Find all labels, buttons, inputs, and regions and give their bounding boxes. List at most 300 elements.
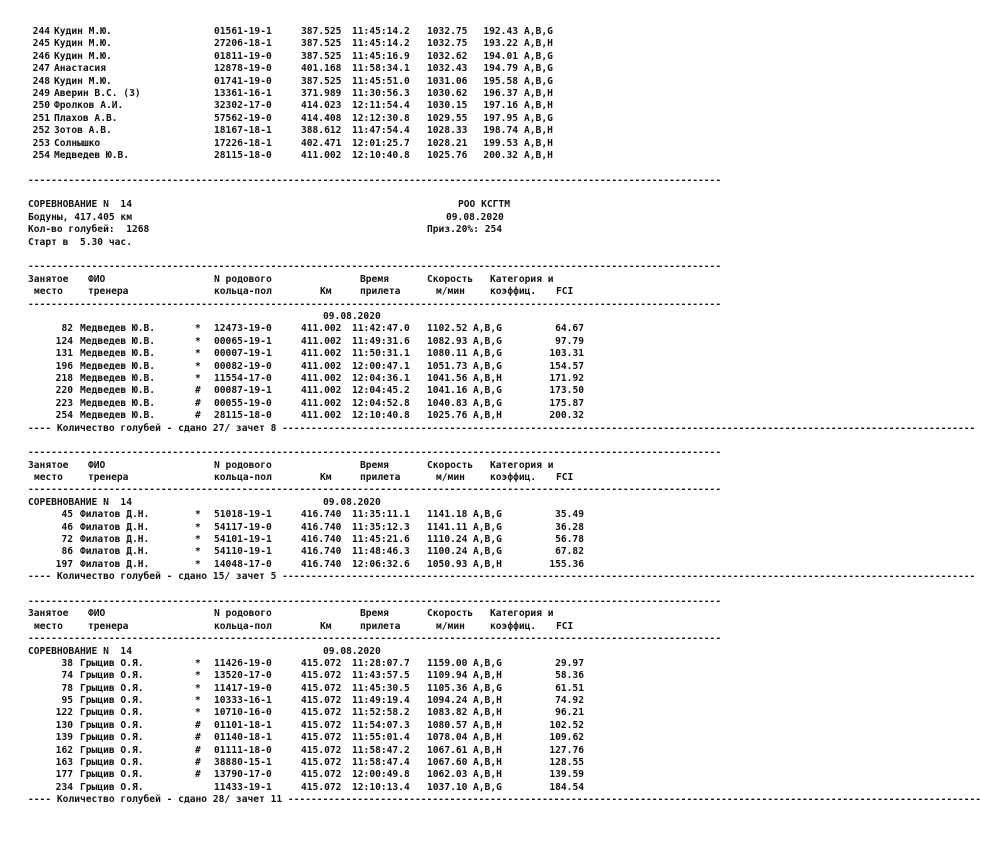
table-row <box>28 745 588 757</box>
rule: ------------------------------------------------------------------------------------------------------------------------ <box>28 484 722 496</box>
col-fci: FCI <box>556 620 574 632</box>
rule: ------------------------------------------------------------------------------------------------------------------------ <box>282 422 976 434</box>
speed: 1030.62 <box>427 87 468 99</box>
trainer-name: Кудин М.Ю. <box>54 26 112 37</box>
speed: 1037.10 <box>427 781 468 793</box>
arrival-time: 11:45:21.6 <box>352 534 410 546</box>
col-time: прилета <box>360 286 401 298</box>
arrival-time: 12:10:13.4 <box>352 781 410 793</box>
ring-number: 01140-18-1 <box>214 732 272 744</box>
trainer-name: Аверин В.С. (3) <box>54 87 141 99</box>
trainer-name: Зотов А.В. <box>54 125 112 137</box>
speed: 1028.21 <box>427 137 468 149</box>
speed: 1030.15 <box>427 100 468 112</box>
coefficient: 193.22 <box>483 38 518 50</box>
trainer-name: Грыцив О.Я. <box>80 744 144 756</box>
trainer-name: Грыцив О.Я. <box>80 695 144 707</box>
fci-score: 58.36 <box>555 670 584 682</box>
status-mark: * <box>195 348 201 360</box>
distance-km: 387.525 <box>301 26 342 37</box>
speed: 1078.04 <box>427 732 468 744</box>
coefficient: 197.95 <box>483 112 518 124</box>
col-ring: кольца-пол <box>214 286 272 298</box>
ring-number: 01561-19-1 <box>214 26 272 37</box>
ring-number: 11417-19-0 <box>214 682 272 694</box>
header-line <box>28 224 588 236</box>
arrival-time: 11:47:54.4 <box>352 125 410 137</box>
top-table-row <box>28 76 588 88</box>
arrival-time: 11:28:07.7 <box>352 657 410 669</box>
place: 163 <box>55 757 73 769</box>
table-row <box>28 398 588 410</box>
ring-number: 14048-17-0 <box>214 558 272 570</box>
category: A,B,G <box>524 75 553 87</box>
table-row <box>28 348 588 360</box>
fci-score: 173.50 <box>549 385 584 397</box>
col-km: Км <box>320 472 332 484</box>
col-catcoef: Категория и <box>490 608 554 620</box>
column-header <box>28 274 588 286</box>
place: 249 <box>32 87 50 99</box>
place: 82 <box>61 323 73 335</box>
trainer-name: Филатов Д.Н. <box>80 558 150 570</box>
table-row <box>28 707 588 719</box>
ring-number: 54110-19-1 <box>214 546 272 558</box>
speed: 1062.03 <box>427 769 468 781</box>
col-fci: FCI <box>556 472 574 484</box>
ring-number: 54101-19-1 <box>214 534 272 546</box>
top-table-row <box>28 51 588 63</box>
status-mark: # <box>195 397 201 409</box>
arrival-time: 11:58:47.4 <box>352 757 410 769</box>
pigeon-count: Кол-во голубей: 1268 <box>28 224 150 236</box>
ring-number: 18167-18-1 <box>214 125 272 137</box>
speed: 1032.75 <box>427 38 468 50</box>
speed: 1041.56 <box>427 372 468 384</box>
status-mark: # <box>195 719 201 731</box>
category: A,B,G <box>473 509 502 521</box>
trainer-name: Медведев Ю.В. <box>80 360 156 372</box>
category: A,B,H <box>473 558 502 570</box>
top-table-row <box>28 63 588 75</box>
place: 220 <box>55 385 73 397</box>
col-ring: N родового <box>214 273 272 285</box>
ring-number: 00055-19-0 <box>214 397 272 409</box>
col-ring: кольца-пол <box>214 620 272 632</box>
arrival-time: 11:54:07.3 <box>352 719 410 731</box>
arrival-time: 11:42:47.0 <box>352 323 410 335</box>
place: 251 <box>32 112 50 124</box>
arrival-time: 11:35:12.3 <box>352 521 410 533</box>
ring-number: 01741-19-0 <box>214 75 272 87</box>
col-ring: кольца-пол <box>214 472 272 484</box>
place: 245 <box>32 38 50 50</box>
table-row <box>28 683 588 695</box>
header-line <box>28 199 588 211</box>
col-ring: N родового <box>214 608 272 620</box>
distance-km: 415.072 <box>301 719 342 731</box>
place: 45 <box>61 509 73 521</box>
place: 86 <box>61 546 73 558</box>
results-document <box>28 26 981 807</box>
section-date-line <box>28 311 588 323</box>
competition-title: СОРЕВНОВАНИЕ N 14 <box>28 199 132 211</box>
trainer-name: Грыцив О.Я. <box>80 769 144 781</box>
fci-score: 97.79 <box>555 335 584 347</box>
ring-number: 11554-17-0 <box>214 372 272 384</box>
place: 139 <box>55 732 73 744</box>
ring-number: 51018-19-1 <box>214 509 272 521</box>
speed: 1050.93 <box>427 558 468 570</box>
section-date-line <box>28 646 588 658</box>
status-mark: * <box>195 682 201 694</box>
fci-score: 127.76 <box>549 744 584 756</box>
place: 177 <box>55 769 73 781</box>
trainer-name: Кудин М.Ю. <box>54 75 112 87</box>
place: 253 <box>32 137 50 149</box>
section-footer <box>28 422 976 435</box>
category: A,B,G <box>473 360 502 372</box>
category: A,B,H <box>473 757 502 769</box>
ring-number: 28115-18-0 <box>214 149 272 161</box>
ring-number: 12878-19-0 <box>214 63 272 75</box>
ring-number: 10710-16-0 <box>214 707 272 719</box>
ring-number: 00087-19-1 <box>214 385 272 397</box>
arrival-time: 11:52:58.2 <box>352 707 410 719</box>
section-footer <box>28 571 976 583</box>
place: 244 <box>32 26 50 37</box>
col-speed: м/мин <box>436 286 465 298</box>
speed: 1102.52 <box>427 323 468 335</box>
category: A,B,G <box>473 323 502 335</box>
section-footer <box>28 794 981 806</box>
arrival-time: 11:49:31.6 <box>352 335 410 347</box>
arrival-time: 12:04:45.2 <box>352 385 410 397</box>
rule: ------------------------------------------------------------------------------------------------------------------------ <box>28 261 722 273</box>
distance-km: 411.002 <box>301 335 342 347</box>
speed: 1141.11 <box>427 521 468 533</box>
arrival-time: 11:45:16.9 <box>352 50 410 62</box>
speed: 1159.00 <box>427 657 468 669</box>
divider <box>28 261 722 273</box>
place: 254 <box>55 410 73 422</box>
col-place: Занятое <box>28 273 69 285</box>
ring-number: 28115-18-0 <box>214 410 272 422</box>
trainer-name: Филатов Д.Н. <box>80 534 150 546</box>
category: A,B,G <box>524 50 553 62</box>
trainer-name: Грыцив О.Я. <box>80 719 144 731</box>
table-row <box>28 361 588 373</box>
table-row <box>28 385 588 397</box>
arrival-time: 11:35:11.1 <box>352 509 410 521</box>
arrival-time: 11:48:46.3 <box>352 546 410 558</box>
spacer <box>28 187 588 199</box>
trainer-name: Медведев Ю.В. <box>80 335 156 347</box>
table-row <box>28 670 588 682</box>
distance-km: 415.072 <box>301 757 342 769</box>
ring-number: 11426-19-0 <box>214 657 272 669</box>
speed: 1028.33 <box>427 125 468 137</box>
fci-score: 184.54 <box>549 781 584 793</box>
spacer <box>28 435 588 447</box>
distance-km: 387.525 <box>301 50 342 62</box>
fci-score: 171.92 <box>549 372 584 384</box>
arrival-time: 11:58:47.2 <box>352 744 410 756</box>
category: A,B,G <box>473 397 502 409</box>
status-mark: * <box>195 558 201 570</box>
category: A,B,G <box>524 26 553 37</box>
coefficient: 194.79 <box>483 63 518 75</box>
speed: 1029.55 <box>427 112 468 124</box>
col-catcoef: коэффиц. <box>490 286 537 298</box>
place: 197 <box>55 558 73 570</box>
section-competition: СОРЕВНОВАНИЕ N 14 <box>28 496 132 508</box>
col-speed: Скорость <box>427 273 474 285</box>
start-time: Старт в 5.30 час. <box>28 236 132 248</box>
trainer-name: Медведев Ю.В. <box>54 149 130 161</box>
speed: 1032.62 <box>427 50 468 62</box>
col-speed: м/мин <box>436 472 465 484</box>
arrival-time: 12:10:40.8 <box>352 149 410 161</box>
table-row <box>28 336 588 348</box>
distance-km: 411.002 <box>301 410 342 422</box>
ring-number: 27206-18-1 <box>214 38 272 50</box>
status-mark: # <box>195 769 201 781</box>
ring-number: 13790-17-0 <box>214 769 272 781</box>
speed: 1110.24 <box>427 534 468 546</box>
category: A,B,H <box>524 137 553 149</box>
category: A,B,H <box>473 695 502 707</box>
col-name: тренера <box>88 472 129 484</box>
place: 250 <box>32 100 50 112</box>
place: 246 <box>32 50 50 62</box>
top-table-row <box>28 138 588 150</box>
place: 38 <box>61 657 73 669</box>
trainer-name: Грыцив О.Я. <box>80 707 144 719</box>
col-name: ФИО <box>88 273 106 285</box>
status-mark: * <box>195 509 201 521</box>
top-table-row <box>28 100 588 112</box>
prize-info: Приз.20%: 254 <box>427 224 503 236</box>
arrival-time: 11:45:14.2 <box>352 38 410 50</box>
ring-number: 01111-18-0 <box>214 744 272 756</box>
category: A,B,G <box>473 348 502 360</box>
fci-score: 64.67 <box>555 323 584 335</box>
table-row <box>28 769 588 781</box>
category: A,B,G <box>473 682 502 694</box>
col-place: Занятое <box>28 459 69 471</box>
distance-km: 416.740 <box>301 546 342 558</box>
divider <box>28 298 722 311</box>
ring-number: 38880-15-1 <box>214 757 272 769</box>
trainer-name: Медведев Ю.В. <box>80 410 156 422</box>
arrival-time: 12:11:54.4 <box>352 100 410 112</box>
trainer-name: Плахов А.В. <box>54 112 118 124</box>
distance-km: 415.072 <box>301 732 342 744</box>
distance-km: 416.740 <box>301 509 342 521</box>
fci-score: 155.36 <box>549 558 584 570</box>
place: 254 <box>32 149 50 161</box>
distance-km: 415.072 <box>301 707 342 719</box>
column-header <box>28 286 588 298</box>
distance-km: 414.023 <box>301 100 342 112</box>
col-speed: Скорость <box>427 608 474 620</box>
col-place: место <box>34 286 63 298</box>
trainer-name: Грыцив О.Я. <box>80 781 144 793</box>
speed: 1080.11 <box>427 348 468 360</box>
category: A,B,H <box>524 100 553 112</box>
column-header <box>28 460 588 472</box>
table-row <box>28 546 588 558</box>
table-row <box>28 509 588 521</box>
arrival-time: 12:04:36.1 <box>352 372 410 384</box>
ring-number: 00082-19-0 <box>214 360 272 372</box>
col-speed: Скорость <box>427 459 474 471</box>
category: A,B,H <box>473 719 502 731</box>
spacer <box>28 584 588 596</box>
section-date: 09.08.2020 <box>323 310 381 322</box>
category: A,B,H <box>473 410 502 422</box>
divider <box>28 447 722 459</box>
col-time: Время <box>360 273 389 285</box>
col-name: ФИО <box>88 459 106 471</box>
table-row <box>28 720 588 732</box>
distance-km: 415.072 <box>301 657 342 669</box>
col-name: тренера <box>88 286 129 298</box>
speed: 1094.24 <box>427 695 468 707</box>
distance-km: 411.002 <box>301 323 342 335</box>
trainer-name: Медведев Ю.В. <box>80 323 156 335</box>
place: 247 <box>32 63 50 75</box>
table-row <box>28 695 588 707</box>
distance-km: 411.002 <box>301 372 342 384</box>
table-row <box>28 782 588 794</box>
place: 252 <box>32 125 50 137</box>
col-time: прилета <box>360 472 401 484</box>
speed: 1067.61 <box>427 744 468 756</box>
col-catcoef: Категория и <box>490 459 554 471</box>
status-mark: * <box>195 335 201 347</box>
speed: 1109.94 <box>427 670 468 682</box>
status-mark: * <box>195 546 201 558</box>
divider <box>28 484 722 496</box>
distance-km: 388.612 <box>301 125 342 137</box>
race-date: 09.08.2020 <box>446 211 504 223</box>
category: A,B,H <box>524 149 553 161</box>
section-competition: СОРЕВНОВАНИЕ N 14 <box>28 645 132 657</box>
table-row <box>28 732 588 744</box>
footer-text: ---- Количество голубей - сдано 15/ зачет 5 <box>28 571 283 583</box>
status-mark: * <box>195 707 201 719</box>
fci-score: 128.55 <box>549 757 584 769</box>
category: A,B,H <box>524 125 553 137</box>
coefficient: 196.37 <box>483 87 518 99</box>
arrival-time: 11:45:51.0 <box>352 75 410 87</box>
fci-score: 67.82 <box>555 546 584 558</box>
distance-km: 411.002 <box>301 149 342 161</box>
trainer-name: Фролков А.И. <box>54 100 124 112</box>
col-catcoef: Категория и <box>490 273 554 285</box>
fci-score: 175.87 <box>549 397 584 409</box>
category: A,B,G <box>473 657 502 669</box>
distance-km: 416.740 <box>301 534 342 546</box>
coefficient: 199.53 <box>483 137 518 149</box>
status-mark: # <box>195 410 201 422</box>
fci-score: 61.51 <box>555 682 584 694</box>
table-row <box>28 323 588 335</box>
status-mark: * <box>195 657 201 669</box>
place: 122 <box>55 707 73 719</box>
category: A,B,H <box>473 670 502 682</box>
distance-km: 415.072 <box>301 769 342 781</box>
distance-km: 416.740 <box>301 558 342 570</box>
coefficient: 194.01 <box>483 50 518 62</box>
place: 196 <box>55 360 73 372</box>
table-row <box>28 373 588 385</box>
speed: 1031.06 <box>427 75 468 87</box>
trainer-name: Грыцив О.Я. <box>80 732 144 744</box>
place: 46 <box>61 521 73 533</box>
arrival-time: 12:10:40.8 <box>352 410 410 422</box>
status-mark: * <box>195 534 201 546</box>
header-line <box>28 212 588 224</box>
place: 162 <box>55 744 73 756</box>
speed: 1025.76 <box>427 410 468 422</box>
ring-number: 00007-19-1 <box>214 348 272 360</box>
table-row <box>28 658 588 670</box>
status-mark: * <box>195 695 201 707</box>
trainer-name: Кудин М.Ю. <box>54 50 112 62</box>
fci-score: 96.21 <box>555 707 584 719</box>
speed: 1041.16 <box>427 385 468 397</box>
distance-km: 411.002 <box>301 385 342 397</box>
speed: 1100.24 <box>427 546 468 558</box>
ring-number: 10333-16-1 <box>214 695 272 707</box>
category: A,B,G <box>524 63 553 75</box>
trainer-name: Грыцив О.Я. <box>80 682 144 694</box>
rule: ------------------------------------------------------------------------------------------------------------------------ <box>28 298 722 310</box>
distance-km: 402.471 <box>301 137 342 149</box>
trainer-name: Кудин М.Ю. <box>54 38 112 50</box>
trainer-name: Филатов Д.Н. <box>80 521 150 533</box>
place: 130 <box>55 719 73 731</box>
speed: 1032.43 <box>427 63 468 75</box>
place: 72 <box>61 534 73 546</box>
status-mark: # <box>195 385 201 397</box>
rule: ------------------------------------------------------------------------------------------------------------------------ <box>287 794 981 806</box>
trainer-name: Анастасия <box>54 63 106 75</box>
col-km: Км <box>320 620 332 632</box>
category: A,B,G <box>473 335 502 347</box>
distance-km: 416.740 <box>301 521 342 533</box>
category: A,B,G <box>473 546 502 558</box>
coefficient: 198.74 <box>483 125 518 137</box>
rule: ------------------------------------------------------------------------------------------------------------------------ <box>28 174 722 186</box>
trainer-name: Филатов Д.Н. <box>80 509 150 521</box>
fci-score: 35.49 <box>555 509 584 521</box>
speed: 1032.75 <box>427 26 468 37</box>
spacer <box>28 162 588 174</box>
trainer-name: Солнышко <box>54 137 101 149</box>
status-mark: * <box>195 372 201 384</box>
fci-score: 102.52 <box>549 719 584 731</box>
ring-number: 17226-18-1 <box>214 137 272 149</box>
fci-score: 29.97 <box>555 657 584 669</box>
trainer-name: Медведев Ю.В. <box>80 397 156 409</box>
arrival-time: 12:01:25.7 <box>352 137 410 149</box>
category: A,B,G <box>524 112 553 124</box>
fci-score: 139.59 <box>549 769 584 781</box>
